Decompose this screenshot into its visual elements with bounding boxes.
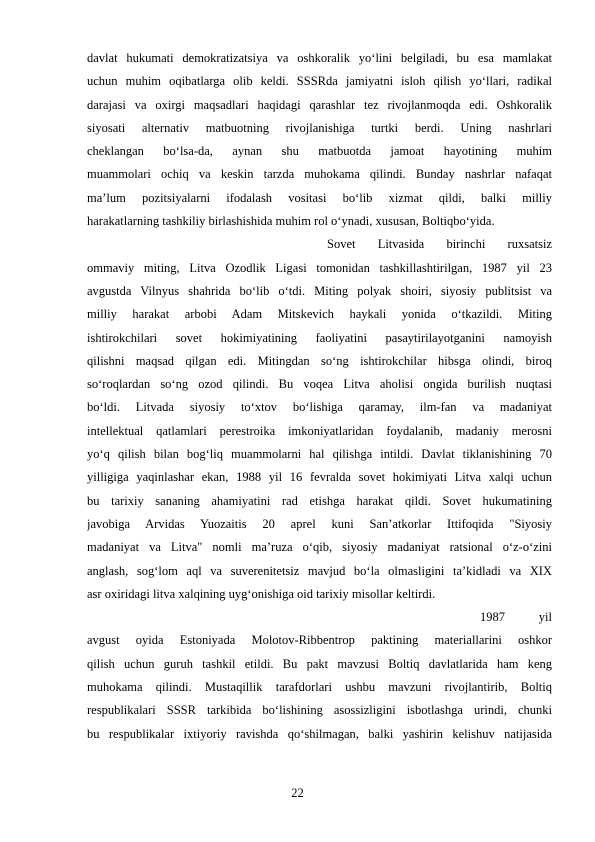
- text-line-19: yilligiga yaqinlashar ekan, 1988 yil 16 fevralda sovet hokimiyati Litva xalqi uchun: [87, 470, 552, 485]
- text-line-20: bu tarixiy sananing ahamiyatini rad etishga harakat qildi. Sovet hukumatining: [87, 493, 552, 508]
- text-line-12: milliy harakat arbobi Adam Mitskevich haykali yonida o‘tkazildi. Miting: [87, 307, 552, 322]
- text-line-11: avgustda Vilnyus shahrida bo‘lib o‘tdi. Miting polyak shoiri, siyosiy publitsist va: [87, 283, 552, 298]
- text-line-4: siyosati alternativ matbuotning rivojlanishiga turtki berdi. Uning nashrlari: [87, 120, 552, 135]
- text-line-27: qilish uchun guruh tashkil etildi. Bu pakt mavzusi Boltiq davlatlarida ham keng: [87, 656, 552, 671]
- text-line-22: madaniyat va Litva" nomli ma’ruza o‘qib, siyosiy madaniyat ratsional o‘z-o‘zini: [87, 540, 552, 555]
- text-line-3: darajasi va oxirgi maqsadlari haqidagi qarashlar tez rivojlanmoqda edi. Oshkoralik: [87, 97, 552, 112]
- text-line-9: Sovet Litvasida birinchi ruxsatsiz: [327, 237, 552, 252]
- text-line-1: davlat hukumati demokratizatsiya va oshkoralik yo‘lini belgiladi, bu esa mamlakat: [87, 51, 552, 65]
- text-line-23: anglash, sog‘lom aql va suverenitetsiz mavjud bo‘la olmasligini ta’kidladi va XIX: [87, 563, 552, 578]
- text-line-24: asr oxiridagi litva xalqining uyg‘onishiga oid tarixiy misollar keltirdi.: [87, 586, 436, 601]
- text-line-30: bu respublikalar ixtiyoriy ravishda qo‘shilmagan, balki yashirin kelishuv natijasida: [87, 726, 552, 741]
- text-line-26: avgust oyida Estoniyada Molotov-Ribbentrop paktining materiallarini oshkor: [87, 633, 552, 648]
- page-number: 22: [291, 786, 304, 800]
- body-text: [87, 47, 552, 746]
- text-line-29: respublikalari SSSR tarkibida bo‘lishining asossizligini isbotlashga urindi, chunki: [87, 703, 552, 718]
- text-line-28: muhokama qilindi. Mustaqillik tarafdorlari ushbu mavzuni rivojlantirib, Boltiq: [87, 680, 552, 695]
- text-line-17: intellektual qatlamlari perestroika imkoniyatlaridan foydalanib, madaniy merosni: [87, 423, 552, 438]
- text-line-21: javobiga Arvidas Yuozaitis 20 aprel kuni San’atkorlar Ittifoqida "Siyosiy: [87, 516, 552, 531]
- text-line-7: ma’lum pozitsiyalarni ifodalash vositasi bo‘lib xizmat qildi, balki milliy: [87, 190, 552, 205]
- text-line-15: so‘roqlardan so‘ng ozod qilindi. Bu voqea Litva aholisi ongida burilish nuqtasi: [87, 377, 552, 392]
- text-line-25: 1987 yil: [480, 610, 552, 625]
- text-line-18: yo‘q qilish bilan bog‘liq muammolarni hal qilishga intildi. Davlat tiklanishining 70: [87, 447, 552, 462]
- text-line-6: muammolari ochiq va keskin tarzda muhokama qilindi. Bunday nashrlar nafaqat: [87, 167, 552, 182]
- text-line-5: cheklangan bo‘lsa-da, aynan shu matbuotda jamoat hayotining muhim: [87, 144, 552, 159]
- text-line-2: uchun muhim oqibatlarga olib keldi. SSSRda jamiyatni isloh qilish yo‘llari, radikal: [87, 74, 552, 89]
- text-line-14: qilishni maqsad qilgan edi. Mitingdan so‘ng ishtirokchilar hibsga olindi, biroq: [87, 353, 552, 368]
- text-line-8: harakatlarning tashkiliy birlashishida muhim rol o‘ynadi, xususan, Boltiqbo‘yida.: [87, 214, 495, 229]
- text-line-16: bo‘ldi. Litvada siyosiy to‘xtov bo‘lishiga qaramay, ilm-fan va madaniyat: [87, 400, 552, 415]
- text-line-10: ommaviy miting, Litva Ozodlik Ligasi tomonidan tashkillashtirilgan, 1987 yil 23: [87, 260, 552, 275]
- text-line-13: ishtirokchilari sovet hokimiyatining faoliyatini pasaytirilayotganini namoyish: [87, 330, 552, 345]
